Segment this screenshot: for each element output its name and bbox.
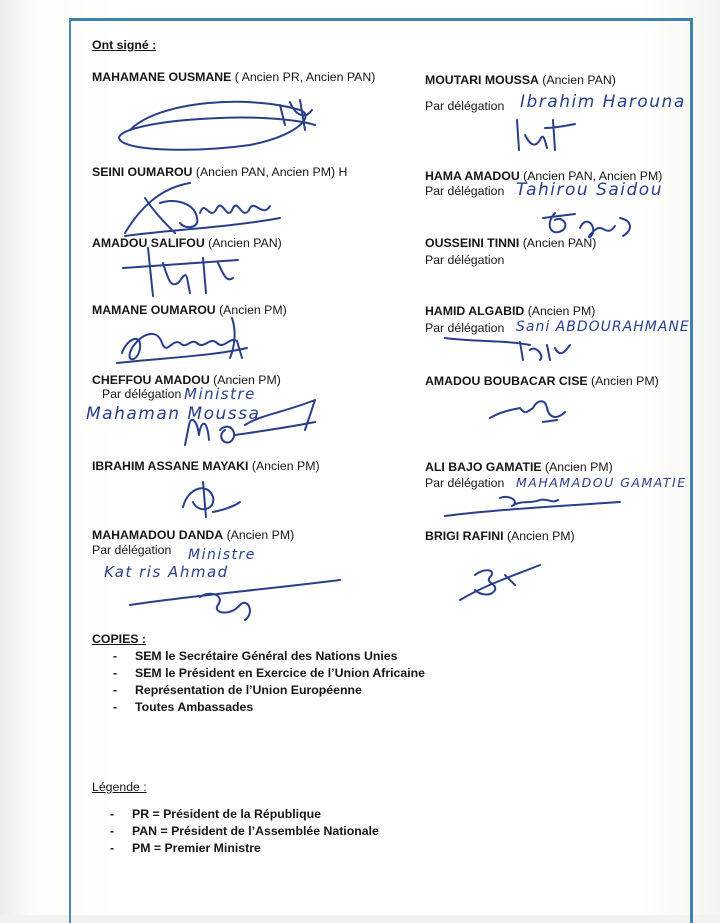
signature-hamid-algabid: [435, 330, 585, 366]
signature-mamane-oumarou: [112, 308, 272, 368]
signature-mahamane-ousmane: [100, 90, 340, 160]
signatory-ousseini-tinni: OUSSEINI TINNI (Ancien PAN): [425, 236, 597, 250]
delegation-label: Par délégation: [102, 387, 182, 401]
delegation-label: Par délégation: [425, 99, 505, 113]
signatory-amadou-boubacar-cise: AMADOU BOUBACAR CISE (Ancien PM): [425, 374, 659, 388]
signature-seini-oumarou: [105, 178, 305, 240]
delegation-label: Par délégation: [425, 476, 505, 490]
signature-amadou-boubacar-cise: [485, 390, 585, 430]
signature-mahamadou-danda: [120, 575, 350, 625]
list-item: - Représentation de l’Union Européenne: [113, 682, 425, 699]
signatory-ali-bajo-gamatie: ALI BAJO GAMATIE (Ancien PM): [425, 460, 613, 474]
signatory-hama-amadou: HAMA AMADOU (Ancien PAN, Ancien PM): [425, 169, 663, 183]
delegation-label: Par délégation: [92, 543, 172, 557]
handwritten-delegate-name: Sani ABDOURAHMANE: [516, 319, 690, 335]
delegation-label: Par délégation: [425, 253, 505, 267]
list-item: - SEM le Président en Exercice de l’Union Africaine: [113, 665, 425, 682]
list-item: - PAN = Président de l’Assemblée Nationale: [110, 823, 379, 840]
handwritten-delegate-name: Kat ris Ahmad: [104, 563, 229, 581]
signatory-ibrahim-assane-mayaki: IBRAHIM ASSANE MAYAKI (Ancien PM): [92, 459, 320, 473]
copies-title: COPIES :: [92, 632, 146, 646]
delegation-label: Par délégation: [425, 321, 505, 335]
signatory-amadou-salifou: AMADOU SALIFOU (Ancien PAN): [92, 236, 282, 250]
handwritten-delegate-name: Ibrahim Harouna: [520, 92, 686, 112]
handwritten-delegate-name: Tahirou Saidou: [516, 180, 663, 200]
handwritten-delegate-title: Ministre: [188, 547, 256, 563]
handwritten-delegate-title: Ministre: [184, 385, 256, 403]
list-item: - PR = Président de la République: [110, 806, 379, 823]
signature-brigi-rafini: [455, 555, 555, 605]
signature-ali-bajo-gamatie: [440, 488, 630, 524]
legend-list: [110, 806, 379, 857]
signatory-moutari-moussa: MOUTARI MOUSSA (Ancien PAN): [425, 73, 616, 87]
list-item: - SEM le Secrétaire Général des Nations Unies: [113, 648, 425, 665]
legend-title: Légende :: [92, 780, 147, 794]
list-item: - PM = Premier Ministre: [110, 840, 379, 857]
handwritten-delegate-name: MAHAMADOU GAMATIE: [516, 475, 687, 490]
signature-ibrahim-assane-mayaki: [168, 472, 248, 522]
signatory-brigi-rafini: BRIGI RAFINI (Ancien PM): [425, 529, 575, 543]
signature-cheffou-amadou: [175, 390, 325, 460]
signatory-mamane-oumarou: MAMANE OUMAROU (Ancien PM): [92, 303, 287, 317]
list-item: - Toutes Ambassades: [113, 699, 425, 716]
delegation-label: Par délégation: [425, 184, 505, 198]
handwritten-delegate-name: Mahaman Moussa: [86, 404, 261, 424]
signatures-heading: Ont signé :: [92, 38, 157, 52]
signatory-cheffou-amadou: CHEFFOU AMADOU (Ancien PM): [92, 373, 281, 387]
copies-list: [113, 648, 425, 716]
signatory-hamid-algabid: HAMID ALGABID (Ancien PM): [425, 304, 596, 318]
signatory-mahamane-ousmane: MAHAMANE OUSMANE ( Ancien PR, Ancien PAN): [92, 70, 376, 84]
signature-amadou-salifou: [108, 238, 258, 300]
signature-moutari-moussa: [505, 110, 585, 155]
signatory-mahamadou-danda: MAHAMADOU DANDA (Ancien PM): [92, 528, 295, 542]
signatory-seini-oumarou: SEINI OUMAROU (Ancien PAN, Ancien PM) H: [92, 165, 348, 179]
